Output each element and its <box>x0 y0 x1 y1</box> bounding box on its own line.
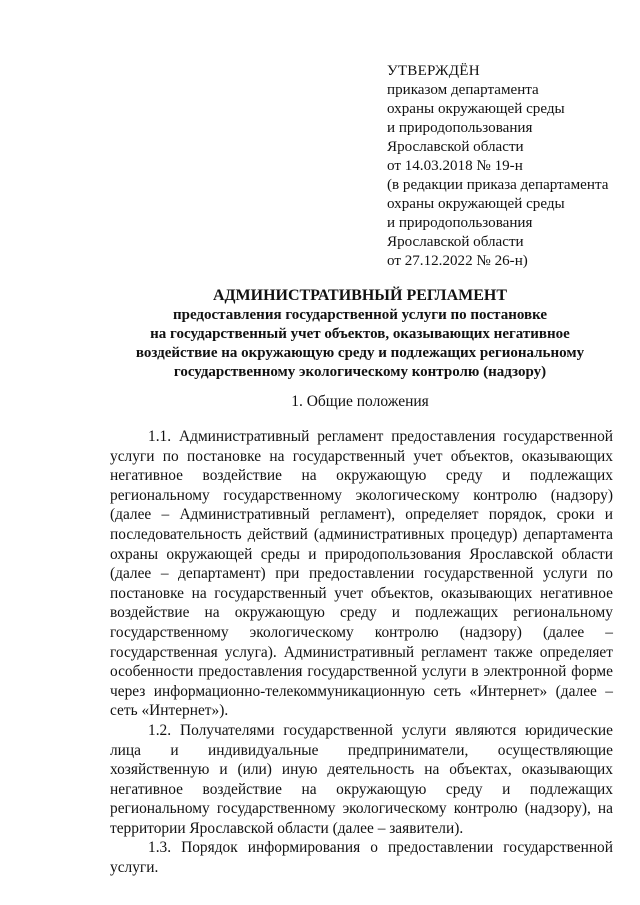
title-sub-line: предоставления государственной услуги по постановке <box>172 307 548 323</box>
section-heading: 1. Общие положения <box>291 393 429 410</box>
title-sub-line: воздействие на окружающую среду и подлежащих региональному <box>135 345 585 361</box>
approval-line: (в редакции приказа департамента <box>387 177 609 193</box>
title-sub-line: государственному экологическому контролю (надзору) <box>173 364 547 380</box>
approval-line: охраны окружающей среды <box>387 101 565 117</box>
body-text <box>110 427 613 878</box>
title-sub-line: на государственный учет объектов, оказывающих негативное <box>150 326 570 342</box>
approval-line: от 27.12.2022 № 26-н) <box>387 253 528 269</box>
approval-line: Ярославской области <box>387 234 524 250</box>
approval-line: охраны окружающей среды <box>387 196 565 212</box>
paragraph-1-2: 1.2. Получателями государственной услуги являются юридические лица и индивидуальные предприниматели, осуществляющие хозяйственную и (или) иную деятельность на объектах, оказывающих негативное воздействие на окружающую среду и подлежащих региональному государственному экологическому контролю (надзору), на территории Ярославской области (далее – заявители). <box>110 721 613 837</box>
document-title <box>100 286 620 382</box>
paragraph-1-3: 1.3. Порядок информирования о предоставлении государственной услуги. <box>110 839 613 877</box>
approval-line: приказом департамента <box>387 82 539 98</box>
approval-line: и природопользования <box>387 120 533 136</box>
approval-line: от 14.03.2018 № 19-н <box>387 158 523 174</box>
approval-stamp: УТВЕРЖДЁН <box>387 63 480 79</box>
title-main: АДМИНИСТРАТИВНЫЙ РЕГЛАМЕНТ <box>212 287 508 304</box>
paragraph-1-1: 1.1. Административный регламент предоставления государственной услуги по постановке на государственный учет объектов, оказывающих негативное воздействие на окружающую среду и подлежащих региональному государственному экологическому контролю (надзору) (далее – Административный регламент), определяет порядок, сроки и последовательность действий (административных процедур) департамента охраны окружающей среды и природопользования Ярославской области (далее – департамент) при предоставлении государственной услуги по постановке на государственный учет объектов, оказывающих негативное воздействие на окружающую среду и подлежащих региональному государственному экологическому контролю (надзору) (далее – государственная услуга). Административный регламент также определяет особенности предоставления государственной услуги в электронной форме через информационно-телекоммуникационную сеть «Интернет» (далее – сеть «Интернет»). <box>110 428 613 720</box>
approval-line: Ярославской области <box>387 139 524 155</box>
approval-line: и природопользования <box>387 215 533 231</box>
approval-block <box>387 62 632 271</box>
